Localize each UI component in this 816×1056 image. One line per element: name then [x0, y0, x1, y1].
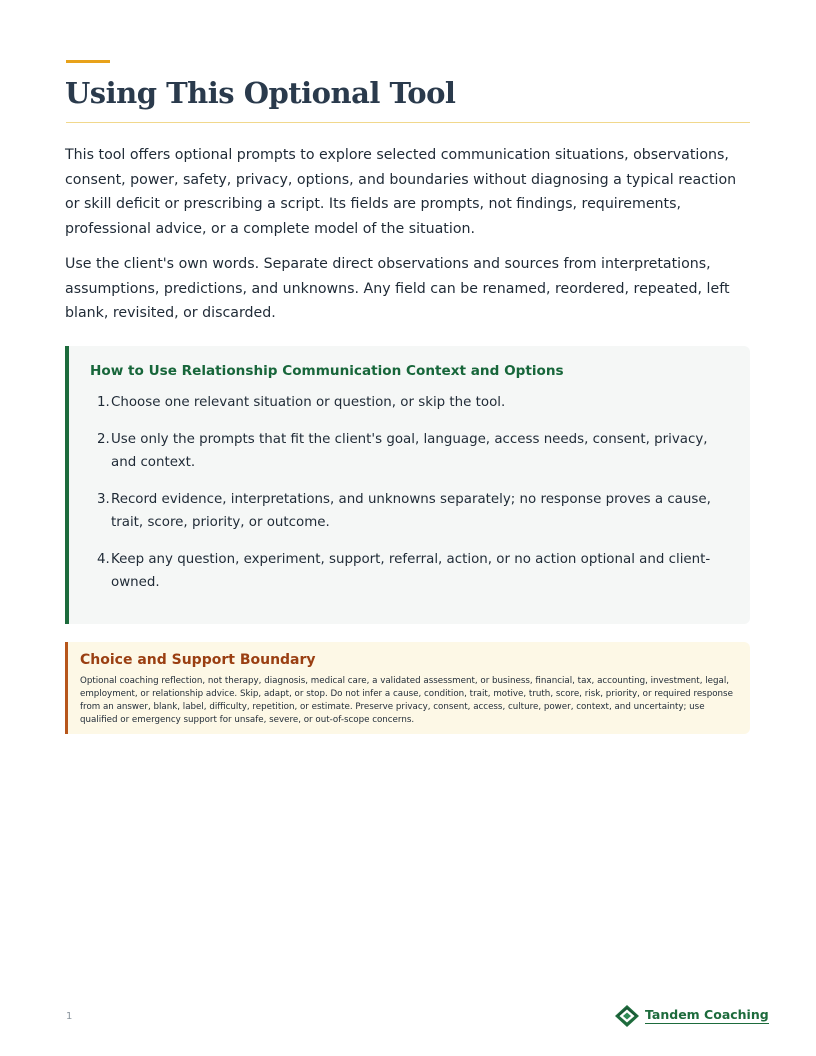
- support-boundary-panel: [65, 642, 750, 734]
- step-number: 4.: [97, 552, 110, 567]
- how-to-use-title: How to Use Relationship Communication Context and Options: [90, 363, 564, 379]
- step-text: Use only the prompts that fit the client's goal, language, access needs, consent, privacy, and context.: [111, 432, 708, 470]
- list-item: [91, 548, 731, 594]
- intro-paragraph-1: This tool offers optional prompts to explore selected communication situations, observations, consent, power, safety, privacy, options, and boundaries without diagnosing a typical reaction or skill deficit or prescribing a script. Its fields are prompts, not findings, requirements, professional advice, or a complete model of the situation.: [65, 147, 737, 237]
- title-divider: [66, 122, 750, 123]
- boundary-title: Choice and Support Boundary: [80, 652, 316, 668]
- list-item: [91, 391, 731, 414]
- step-text: Choose one relevant situation or question, or skip the tool.: [111, 395, 506, 410]
- brand-logo: [614, 1004, 769, 1028]
- step-number: 1.: [97, 395, 110, 410]
- page-number: 1: [66, 1011, 73, 1022]
- diamond-logo-icon: [614, 1004, 640, 1028]
- how-to-use-panel: [65, 346, 750, 624]
- step-text: Keep any question, experiment, support, referral, action, or no action optional and client-owned.: [111, 552, 711, 590]
- step-number: 2.: [97, 432, 110, 447]
- boundary-text: Optional coaching reflection, not therapy, diagnosis, medical care, a validated assessment, or business, financial, tax, accounting, investment, legal, employment, or relationship advice. Skip, adapt, or stop. Do not infer a cause, condition, trait, motive, truth, score, risk, priority, or required response from an answer, blank, label, difficulty, repetition, or estimate. Preserve privacy, consent, access, culture, power, context, and uncertainty; use qualified or emergency support for unsafe, severe, or out-of-scope concerns.: [80, 676, 733, 725]
- step-text: Record evidence, interpretations, and unknowns separately; no response proves a cause, trait, score, priority, or outcome.: [111, 492, 711, 530]
- intro-paragraph-2: Use the client's own words. Separate direct observations and sources from interpretations, assumptions, predictions, and unknowns. Any field can be renamed, reordered, repeated, left blank, revisited, or discarded.: [65, 256, 730, 321]
- list-item: [91, 488, 731, 534]
- list-item: [91, 428, 731, 474]
- how-to-steps-list: [91, 391, 731, 608]
- page-title: Using This Optional Tool: [65, 76, 456, 110]
- brand-name: Tandem Coaching: [645, 1007, 769, 1022]
- title-accent-bar: [66, 60, 110, 63]
- step-number: 3.: [97, 492, 110, 507]
